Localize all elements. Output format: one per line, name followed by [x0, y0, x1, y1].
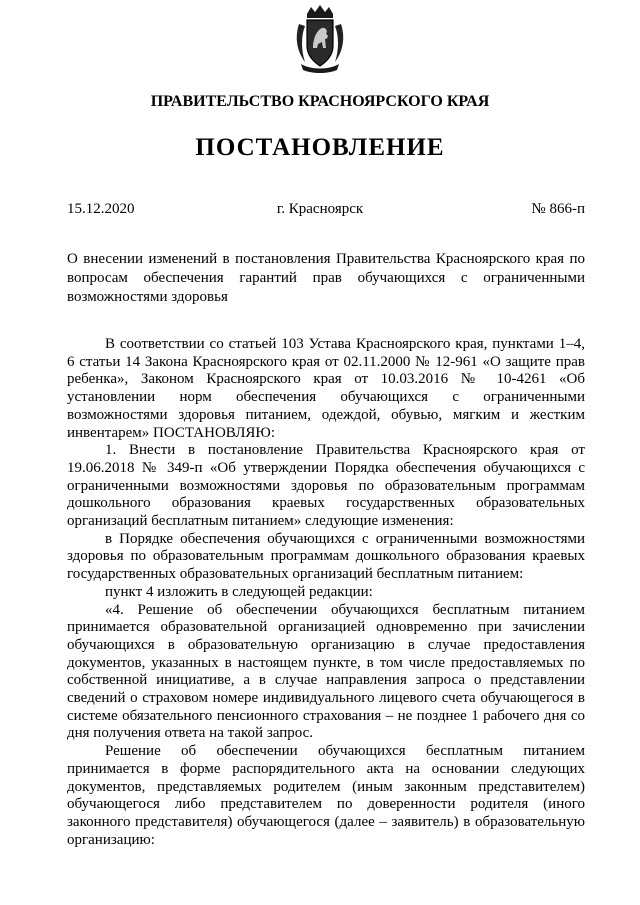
paragraph-decision-form: Решение об обеспечении обучающихся бесплатным питанием принимается в форме распорядительного акта на основании следующих документов, представляемых родителем (иным законным представителем) обучающегося либо представителем по доверенности родителя (иного законного представителя) обучающегося (далее – заявитель) в образовательную организацию: — [67, 743, 585, 848]
paragraph-point-4-text: «4. Решение об обеспечении обучающихся бесплатным питанием принимается образовательной организацией одновременно при зачислении обучающихся в образовательную организацию в случае предоставления документов, указанных в настоящем пункте, в том числе предоставляемых по собственной инициативе, а в случае направления запроса о представлении сведений о страховом номере индивидуального лицевого счета обучающегося в системе обязательного пенсионного страхования – не позднее 1 рабочего дня со дня получения ответа на такой запрос. — [67, 601, 585, 742]
coat-of-arms-icon — [293, 4, 347, 74]
government-heading: ПРАВИТЕЛЬСТВО КРАСНОЯРСКОГО КРАЯ — [150, 93, 490, 110]
document-number: № 866-п — [531, 201, 585, 217]
paragraph-item-1: 1. Внести в постановление Правительства Красноярского края от 19.06.2018 № 349-п «Об утверждении Порядка обеспечения обучающихся с ограниченными возможностями здоровья по образовательным программам дошкольного образования краевых государственных образовательных организаций бесплатным питанием» следующие изменения: — [67, 442, 585, 530]
paragraph-preamble: В соответствии со статьей 103 Устава Красноярского края, пунктами 1–4, 6 статьи 14 Закона Красноярского края от 02.11.2000 № 12-961 «О защите прав ребенка», Законом Красноярского края от 10.03.2016 № 10-4261 «Об установлении норм обеспечения обучающихся с ограниченными возможностями здоровья питанием, одеждой, обувью, мягким и жестким инвентарем» ПОСТАНОВЛЯЮ: — [67, 336, 585, 441]
document-date: 15.12.2020 — [67, 201, 135, 217]
paragraph-order-changes: в Порядке обеспечения обучающихся с ограниченными возможностями здоровья по образовательным программам дошкольного образования краевых государственных образовательных организаций бесплатным питанием: — [67, 530, 585, 583]
document-type-title: ПОСТАНОВЛЕНИЕ — [195, 134, 445, 161]
document-body — [67, 336, 585, 849]
paragraph-point-4-intro: пункт 4 изложить в следующей редакции: — [105, 583, 373, 600]
document-subject: О внесении изменений в постановления Правительства Красноярского края по вопросам обеспечения гарантий прав обучающихся с ограниченными возможностями здоровья — [67, 251, 585, 305]
document-city: г. Красноярск — [276, 201, 364, 217]
